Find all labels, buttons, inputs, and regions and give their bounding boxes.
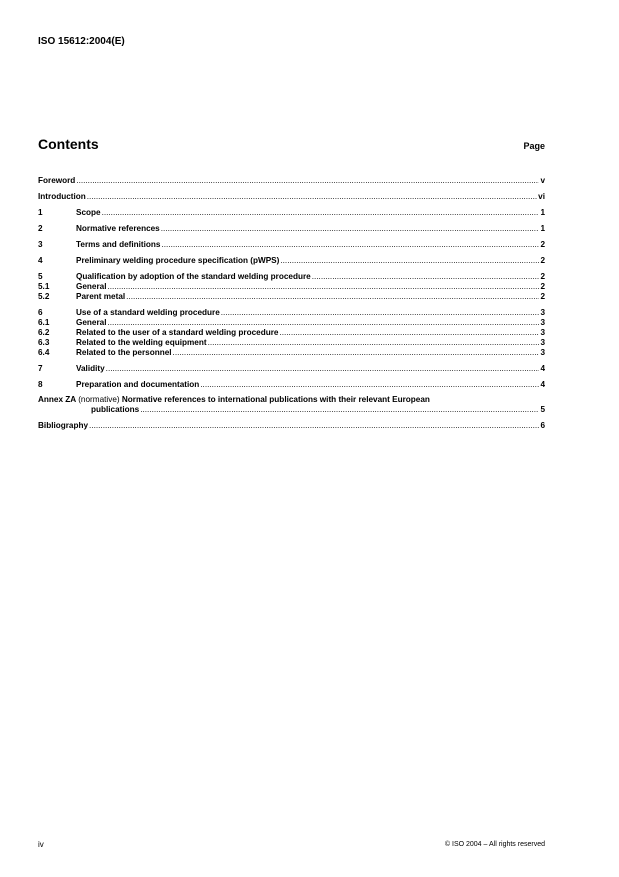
annex-label: Annex ZA xyxy=(38,395,76,404)
toc-entry-title: Related to the welding equipment xyxy=(76,338,207,347)
toc-entry-title: Preliminary welding procedure specification (pWPS) xyxy=(76,256,280,265)
toc-entry-title: Terms and definitions xyxy=(76,240,161,249)
toc-leader xyxy=(280,256,539,266)
toc-entry-number: 7 xyxy=(38,364,43,373)
footer-copyright: © ISO 2004 – All rights reserved xyxy=(444,841,545,848)
toc-entry-page: 1 xyxy=(540,224,545,233)
toc-entry-title: Preparation and documentation xyxy=(76,380,200,389)
toc-entry-number: 5.2 xyxy=(38,292,50,301)
page-column-label: Page xyxy=(523,141,545,151)
annex-heading-line xyxy=(38,395,545,405)
footer-page-number: iv xyxy=(38,840,44,849)
document-identifier: ISO 15612:2004(E) xyxy=(38,36,125,47)
toc-leader xyxy=(102,208,540,218)
toc-entry-title: Related to the user of a standard welding procedure xyxy=(76,328,279,337)
toc-entry-annex-za[interactable] xyxy=(38,395,545,415)
toc-entry-terms-and-definitions[interactable] xyxy=(38,240,545,250)
contents-heading: Contents xyxy=(38,136,99,152)
toc-entry-page: 4 xyxy=(540,380,545,389)
toc-entry-number: 8 xyxy=(38,380,43,389)
toc-entry-preparation[interactable] xyxy=(38,380,545,390)
toc-entry-6-1-general[interactable] xyxy=(38,318,545,328)
toc-entry-number: 1 xyxy=(38,208,43,217)
toc-entry-title: Scope xyxy=(76,208,101,217)
toc-entry-use-of-standard[interactable] xyxy=(38,308,545,318)
toc-entry-page: 2 xyxy=(540,256,545,265)
toc-entry-number: 6.2 xyxy=(38,328,50,337)
toc-entry-title: Foreword xyxy=(38,176,76,185)
toc-leader xyxy=(108,318,540,328)
toc-entry-page: 3 xyxy=(540,328,545,337)
toc-entry-page: 5 xyxy=(540,405,545,414)
toc-leader xyxy=(126,292,539,302)
toc-leader xyxy=(173,348,540,358)
toc-entry-qualification[interactable] xyxy=(38,272,545,282)
toc-entry-page: 6 xyxy=(540,421,545,430)
toc-entry-title: Parent metal xyxy=(76,292,126,301)
toc-entry-related-equipment[interactable] xyxy=(38,338,545,348)
toc-entry-title: Related to the personnel xyxy=(76,348,172,357)
toc-leader xyxy=(221,308,540,318)
annex-qualifier: (normative) xyxy=(78,395,120,404)
toc-entry-title: Use of a standard welding procedure xyxy=(76,308,220,317)
toc-leader xyxy=(106,364,540,374)
toc-leader xyxy=(312,272,540,282)
toc-entry-title: Bibliography xyxy=(38,421,89,430)
toc-entry-parent-metal[interactable] xyxy=(38,292,545,302)
toc-leader xyxy=(161,240,539,250)
toc-entry-page: 2 xyxy=(540,240,545,249)
toc-entry-title: Normative references xyxy=(76,224,160,233)
toc-entry-number: 6.4 xyxy=(38,348,50,357)
toc-entry-title: Qualification by adoption of the standard welding procedure xyxy=(76,272,311,281)
toc-entry-page: v xyxy=(540,176,545,185)
toc-entry-page: 2 xyxy=(540,272,545,281)
toc-entry-number: 2 xyxy=(38,224,43,233)
toc-entry-number: 5.1 xyxy=(38,282,50,291)
toc-entry-introduction[interactable] xyxy=(38,192,545,202)
toc-leader xyxy=(140,405,539,415)
annex-title-line1: Normative references to international publications with their relevant European xyxy=(121,395,430,404)
annex-continuation-line xyxy=(38,405,545,415)
toc-entry-page: 2 xyxy=(540,292,545,301)
toc-entry-title: General xyxy=(76,282,107,291)
toc-leader xyxy=(76,176,539,186)
toc-leader xyxy=(161,224,540,234)
toc-entry-normative-references[interactable] xyxy=(38,224,545,234)
toc-entry-related-personnel[interactable] xyxy=(38,348,545,358)
toc-leader xyxy=(87,192,537,202)
toc-entry-page: 3 xyxy=(540,318,545,327)
toc-entry-page: 3 xyxy=(540,338,545,347)
toc-entry-pwps[interactable] xyxy=(38,256,545,266)
toc-entry-title: General xyxy=(76,318,107,327)
toc-entry-number: 3 xyxy=(38,240,43,249)
toc-entry-bibliography[interactable] xyxy=(38,421,545,431)
toc-leader xyxy=(89,421,539,431)
toc-entry-number: 6.1 xyxy=(38,318,50,327)
toc-entry-number: 6.3 xyxy=(38,338,50,347)
toc-leader xyxy=(108,282,540,292)
toc-entry-number: 5 xyxy=(38,272,43,281)
toc-entry-page: 4 xyxy=(540,364,545,373)
toc-entry-page: 2 xyxy=(540,282,545,291)
toc-entry-related-user[interactable] xyxy=(38,328,545,338)
toc-entry-5-1-general[interactable] xyxy=(38,282,545,292)
toc-leader xyxy=(208,338,540,348)
toc-entry-page: 3 xyxy=(540,348,545,357)
toc-entry-number: 6 xyxy=(38,308,43,317)
annex-title-line2: publications xyxy=(91,405,140,414)
toc-entry-page: vi xyxy=(538,192,545,201)
toc-entry-title: Introduction xyxy=(38,192,86,201)
toc-entry-page: 3 xyxy=(540,308,545,317)
toc-entry-page: 1 xyxy=(540,208,545,217)
toc-entry-foreword[interactable] xyxy=(38,176,545,186)
toc-entry-validity[interactable] xyxy=(38,364,545,374)
toc-entry-number: 4 xyxy=(38,256,43,265)
toc-entry-title: Validity xyxy=(76,364,105,373)
toc-leader xyxy=(200,380,539,390)
toc-leader xyxy=(279,328,539,338)
toc-entry-scope[interactable] xyxy=(38,208,545,218)
table-of-contents xyxy=(38,176,545,431)
